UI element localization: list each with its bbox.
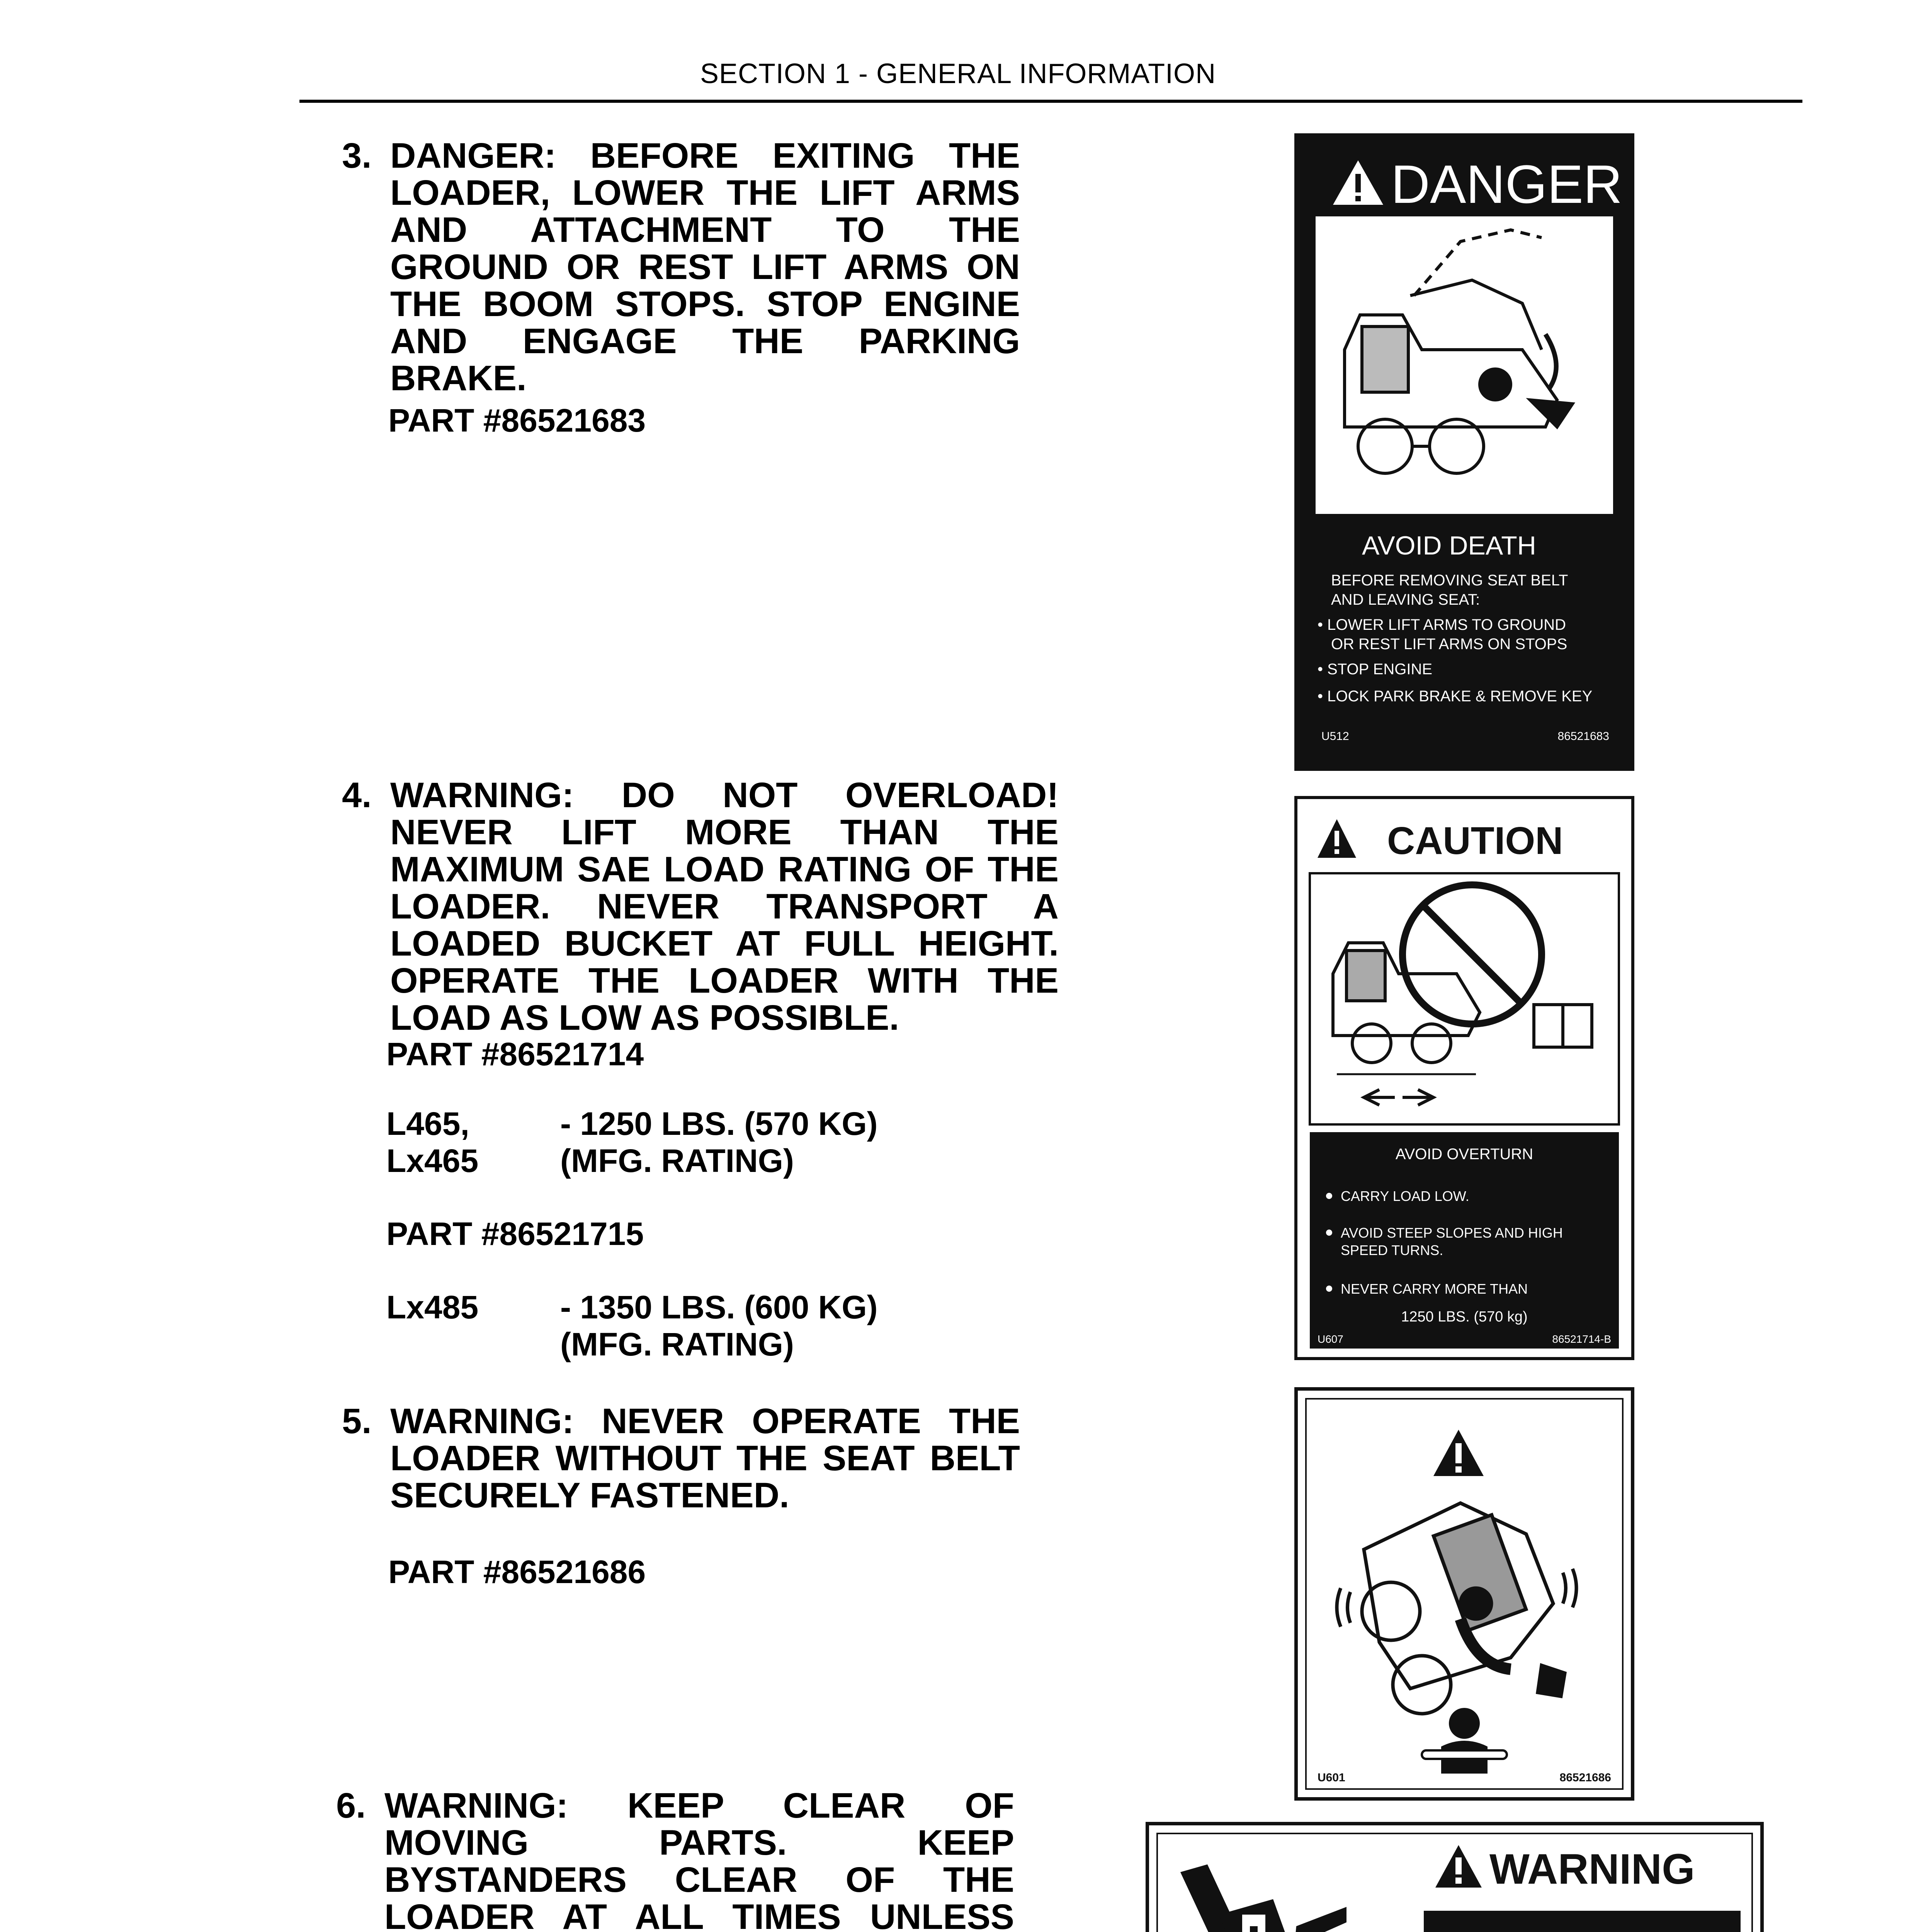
caution-decal xyxy=(1294,796,1634,1360)
item-5 xyxy=(342,1401,1020,1515)
danger-bullet: • LOWER LIFT ARMS TO GROUND xyxy=(1318,616,1566,633)
danger-text: BEFORE REMOVING SEAT BELT xyxy=(1331,572,1568,589)
caution-capacity: 1250 LBS. (570 kg) xyxy=(1401,1309,1528,1325)
part-number: PART #86521683 xyxy=(388,402,646,439)
decal-code: U512 xyxy=(1321,730,1349,743)
danger-subheading: AVOID DEATH xyxy=(1362,531,1536,560)
part-number: PART #86521715 xyxy=(386,1216,644,1252)
caution-bullet: NEVER CARRY MORE THAN xyxy=(1341,1281,1528,1297)
decal-part-number: 86521714-B xyxy=(1552,1333,1611,1345)
warning-decal xyxy=(1146,1822,1764,1932)
decal-code: U607 xyxy=(1318,1333,1343,1345)
decal-part-number: 86521686 xyxy=(1559,1771,1611,1784)
danger-text: AND LEAVING SEAT: xyxy=(1331,591,1480,608)
part-number: PART #86521714 xyxy=(386,1036,644,1072)
danger-bullet: • LOCK PARK BRAKE & REMOVE KEY xyxy=(1318,688,1593,705)
item-text: WARNING: NEVER OPERATE THE LOADER WITHOUT THE SEAT BELT SECURELY FASTENED. xyxy=(390,1401,1020,1515)
item-text: WARNING: DO NOT OVERLOAD! NEVER LIFT MORE THAN THE MAXIMUM SAE LOAD RATING OF THE LOADER. NEVER TRANSPORT A LOADED BUCKET AT FULL HEIGHT. OPERATE THE LOADER WITH THE LOAD AS LOW AS POSSIBLE. xyxy=(390,776,1059,1037)
item-number: 5. xyxy=(342,1401,372,1441)
item-text: WARNING: KEEP CLEAR OF MOVING PARTS. KEEP BYSTANDERS CLEAR OF THE LOADER AT ALL TIMES UNLESS xyxy=(384,1786,1014,1932)
danger-bullet: • STOP ENGINE xyxy=(1318,661,1433,678)
seatbelt-decal xyxy=(1294,1387,1634,1801)
section-header: SECTION 1 - GENERAL INFORMATION xyxy=(700,58,1216,89)
rating-model: L465, Lx465 xyxy=(386,1105,479,1179)
item-4 xyxy=(342,776,1059,1037)
warning-heading: WARNING xyxy=(1489,1845,1695,1893)
item-6 xyxy=(336,1786,1014,1932)
item-number: 3. xyxy=(342,136,372,175)
part-number: PART #86521686 xyxy=(388,1554,646,1590)
caution-bullet: SPEED TURNS. xyxy=(1341,1242,1443,1258)
header-rule xyxy=(299,100,1802,103)
danger-decal xyxy=(1294,133,1634,771)
item-text: DANGER: BEFORE EXITING THE LOADER, LOWER THE LIFT ARMS AND ATTACHMENT TO THE GROUND OR REST LIFT ARMS ON THE BOOM STOPS. STOP ENGINE AND ENGAGE THE PARKING BRAKE. xyxy=(390,136,1020,398)
caution-heading: CAUTION xyxy=(1387,819,1563,862)
rating-row xyxy=(386,1105,927,1182)
item-number: 6. xyxy=(336,1786,366,1825)
item-number: 4. xyxy=(342,776,372,815)
rating-value: - 1250 LBS. (570 KG) (MFG. RATING) xyxy=(560,1105,878,1179)
rating-row xyxy=(386,1289,927,1366)
decal-part-number: 86521683 xyxy=(1557,730,1609,743)
item-3 xyxy=(342,136,1020,398)
caution-subheading: AVOID OVERTURN xyxy=(1395,1146,1533,1163)
rating-model: Lx485 xyxy=(386,1289,479,1325)
decal-code: U601 xyxy=(1318,1771,1345,1784)
danger-bullet: OR REST LIFT ARMS ON STOPS xyxy=(1331,636,1567,653)
caution-bullet: AVOID STEEP SLOPES AND HIGH xyxy=(1341,1225,1563,1241)
danger-heading: DANGER xyxy=(1391,154,1622,214)
caution-bullet: CARRY LOAD LOW. xyxy=(1341,1188,1469,1204)
rating-value: - 1350 LBS. (600 KG) (MFG. RATING) xyxy=(560,1289,878,1362)
